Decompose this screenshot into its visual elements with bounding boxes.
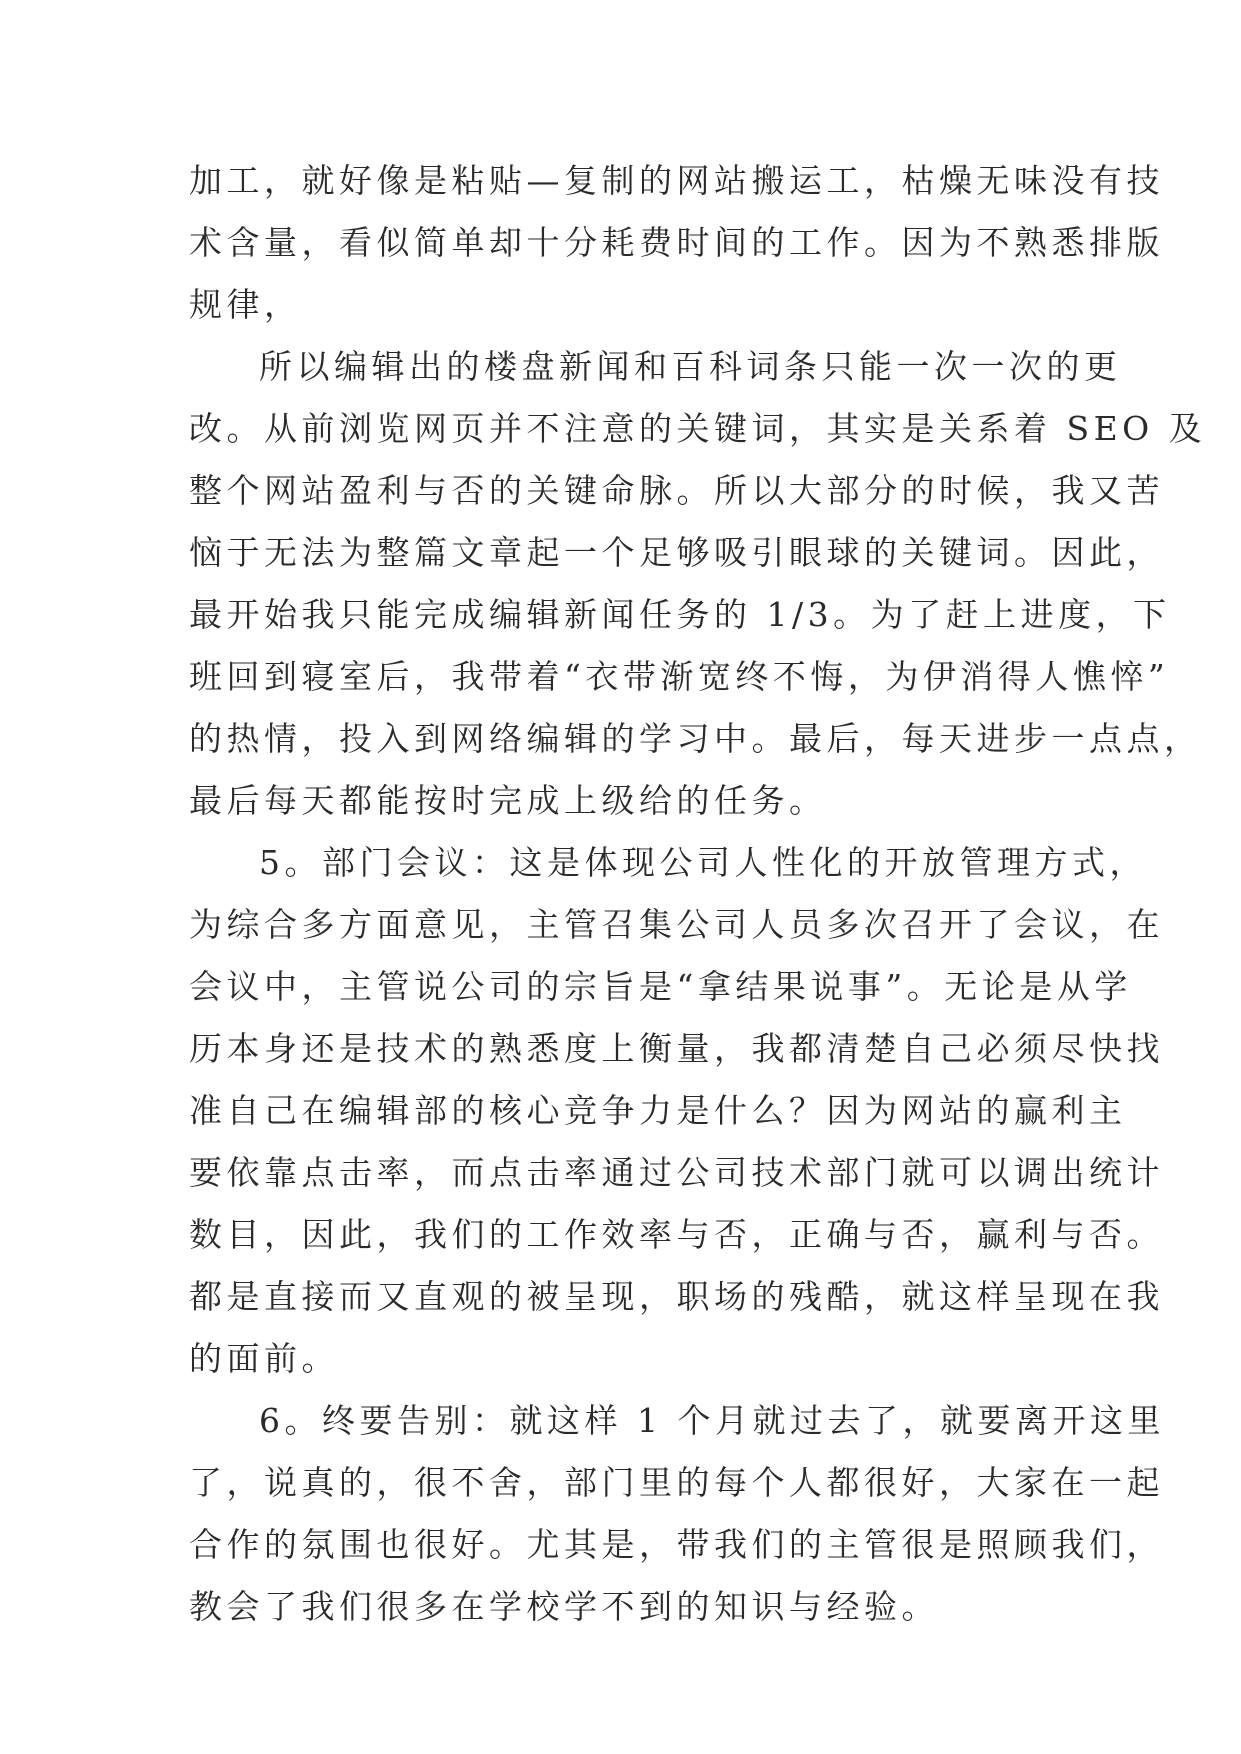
text-line: 加工，就好像是粘贴—复制的网站搬运工，枯燥无味没有技 (189, 161, 1164, 200)
text-line: 的热情，投入到网络编辑的学习中。最后，每天进步一点点， (189, 719, 1202, 758)
text-line: 班回到寝室后，我带着“衣带渐宽终不悔，为伊消得人憔悴” (189, 657, 1170, 696)
text-line: 最开始我只能完成编辑新闻任务的 1/3。为了赶上进度，下 (189, 595, 1171, 634)
text-line: 恼于无法为整篇文章起一个足够吸引眼球的关键词。因此， (189, 533, 1164, 572)
text-line: 了，说真的，很不舍，部门里的每个人都很好，大家在一起 (189, 1463, 1164, 1502)
text-line: 历本身还是技术的熟悉度上衡量，我都清楚自己必须尽快找 (189, 1029, 1164, 1068)
text-line: 要依靠点击率，而点击率通过公司技术部门就可以调出统计 (189, 1153, 1164, 1192)
text-line: 改。从前浏览网页并不注意的关键词，其实是关系着 SEO 及 (189, 409, 1207, 448)
text-line: 会议中，主管说公司的宗旨是“拿结果说事”。无论是从学 (189, 967, 1132, 1006)
text-line: 术含量，看似简单却十分耗费时间的工作。因为不熟悉排版 (189, 223, 1164, 262)
text-line: 6。终要告别：就这样 1 个月就过去了，就要离开这里 (259, 1401, 1165, 1440)
text-line: 5。部门会议：这是体现公司人性化的开放管理方式， (259, 843, 1147, 882)
text-line: 合作的氛围也很好。尤其是，带我们的主管很是照顾我们， (189, 1525, 1164, 1564)
text-line: 教会了我们很多在学校学不到的知识与经验。 (189, 1587, 939, 1626)
text-line: 准自己在编辑部的核心竞争力是什么？因为网站的赢利主 (189, 1091, 1127, 1130)
text-line: 整个网站盈利与否的关键命脉。所以大部分的时候，我又苦 (189, 471, 1164, 510)
text-line: 的面前。 (189, 1339, 339, 1378)
text-line: 为综合多方面意见，主管召集公司人员多次召开了会议，在 (189, 905, 1164, 944)
text-line: 规律， (189, 285, 302, 324)
text-line: 最后每天都能按时完成上级给的任务。 (189, 781, 827, 820)
text-line: 所以编辑出的楼盘新闻和百科词条只能一次一次的更 (259, 347, 1122, 386)
text-line: 数目，因此，我们的工作效率与否，正确与否，赢利与否。 (189, 1215, 1164, 1254)
text-line: 都是直接而又直观的被呈现，职场的残酷，就这样呈现在我 (189, 1277, 1164, 1316)
